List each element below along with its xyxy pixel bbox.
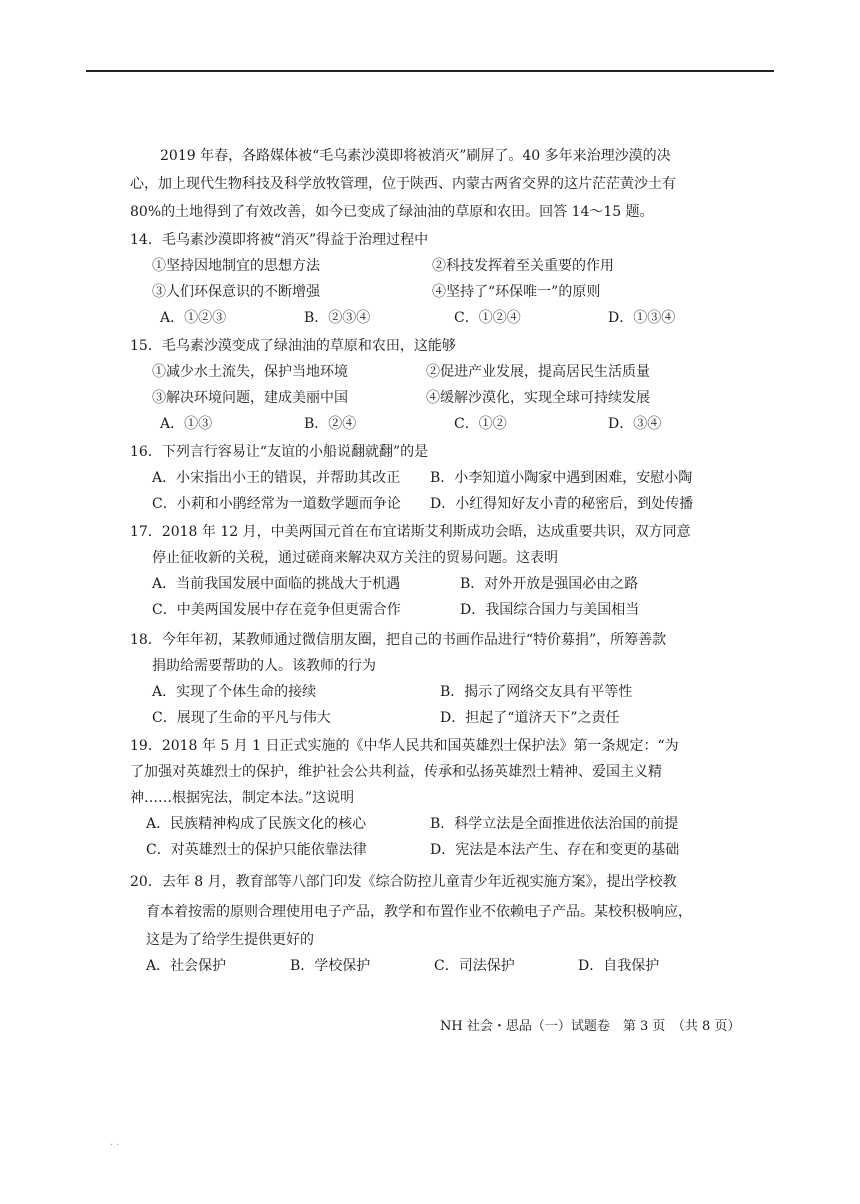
q17-option-a[interactable]: A．当前我国发展中面临的挑战大于机遇 (152, 576, 401, 592)
q17-stem-line-1: 17．2018 年 12 月，中美两国元首在布宜诺斯艾利斯成功会晤，达成重要共识，双方同意 (130, 524, 691, 540)
q18-option-a[interactable]: A．实现了个体生命的接续 (152, 684, 317, 700)
q14-item-1: ①坚持因地制宜的思想方法 (152, 258, 320, 274)
q15-option-b[interactable]: B．②④ (304, 416, 357, 432)
q15-option-d[interactable]: D．③④ (608, 416, 662, 432)
q20-stem-line-2: 育本着按需的原则合理使用电子产品，教学和布置作业不依赖电子产品。某校积极响应， (146, 904, 692, 920)
intro-line-1: 2019 年春，各路媒体被“毛乌素沙漠即将被消灭”刷屏了。40 多年来治理沙漠的决 (160, 148, 671, 164)
q14-option-a[interactable]: A．①②③ (160, 310, 227, 326)
q20-option-c[interactable]: C．司法保护 (434, 958, 515, 974)
q14-item-2: ②科技发挥着至关重要的作用 (432, 258, 614, 274)
q18-stem-line-2: 捐助给需要帮助的人。该教师的行为 (152, 658, 376, 674)
q19-option-b[interactable]: B．科学立法是全面推进依法治国的前提 (430, 816, 679, 832)
q19-option-a[interactable]: A．民族精神构成了民族文化的核心 (146, 816, 367, 832)
q15-item-1: ①减少水土流失，保护当地环境 (152, 364, 348, 380)
q18-option-c[interactable]: C．展现了生命的平凡与伟大 (152, 710, 331, 726)
q20-option-a[interactable]: A．社会保护 (146, 958, 227, 974)
q20-stem-line-3: 这是为了给学生提供更好的 (146, 932, 314, 948)
q18-option-d[interactable]: D．担起了“道济天下”之责任 (440, 710, 620, 726)
intro-line-3: 80%的土地得到了有效改善，如今已变成了绿油油的草原和农田。回答 14～15 题。 (130, 204, 654, 220)
q16-option-a[interactable]: A．小宋指出小王的错误，并帮助其改正 (152, 470, 401, 486)
q15-option-c[interactable]: C．①② (454, 416, 507, 432)
q18-stem-line-1: 18．今年年初，某教师通过微信朋友圈，把自己的书画作品进行“特价募捐”，所筹善款 (130, 632, 667, 648)
q18-option-b[interactable]: B．揭示了网络交友具有平等性 (440, 684, 633, 700)
q20-option-d[interactable]: D．自我保护 (578, 958, 660, 974)
page-footer: NH 社会・思品（一）试题卷 第 3 页 （共 8 页） (440, 1019, 741, 1034)
intro-line-2: 心，加上现代生物科技及科学放牧管理，位于陕西、内蒙古两省交界的这片茫茫黄沙土有 (130, 176, 676, 192)
q20-option-b[interactable]: B．学校保护 (290, 958, 371, 974)
q16-stem: 16．下列言行容易让“友谊的小船说翻就翻”的是 (130, 444, 429, 460)
q14-option-b[interactable]: B．②③④ (304, 310, 371, 326)
q16-option-c[interactable]: C．小莉和小鹃经常为一道数学题而争论 (152, 496, 401, 512)
q17-option-c[interactable]: C．中美两国发展中存在竞争但更需合作 (152, 602, 401, 618)
q20-stem-line-1: 20．去年 8 月，教育部等八部门印发《综合防控儿童青少年近视实施方案》，提出学校教 (130, 874, 677, 890)
q19-stem-line-3: 神……根据宪法，制定本法。”这说明 (130, 790, 355, 806)
q16-option-d[interactable]: D．小红得知好友小青的秘密后，到处传播 (430, 496, 694, 512)
q14-option-c[interactable]: C．①②④ (454, 310, 521, 326)
q15-item-4: ④缓解沙漠化，实现全球可持续发展 (426, 390, 650, 406)
scan-speck: · · (110, 1140, 120, 1151)
q19-option-d[interactable]: D．宪法是本法产生、存在和变更的基础 (430, 842, 680, 858)
q14-item-3: ③人们环保意识的不断增强 (152, 284, 320, 300)
q15-option-a[interactable]: A．①③ (160, 416, 213, 432)
q19-stem-line-2: 了加强对英雄烈士的保护，维护社会公共利益，传承和弘扬英雄烈士精神、爱国主义精 (130, 764, 662, 780)
q17-option-d[interactable]: D．我国综合国力与美国相当 (460, 602, 640, 618)
q19-stem-line-1: 19．2018 年 5 月 1 日正式实施的《中华人民共和国英雄烈士保护法》第一条规定：“为 (130, 738, 679, 754)
q14-option-d[interactable]: D．①③④ (608, 310, 676, 326)
q16-option-b[interactable]: B．小李知道小陶家中遇到困难，安慰小陶 (430, 470, 693, 486)
q17-option-b[interactable]: B．对外开放是强国必由之路 (460, 576, 639, 592)
q15-stem: 15．毛乌素沙漠变成了绿油油的草原和农田，这能够 (130, 338, 456, 354)
q17-stem-line-2: 停止征收新的关税，通过磋商来解决双方关注的贸易问题。这表明 (152, 550, 558, 566)
q19-option-c[interactable]: C．对英雄烈士的保护只能依靠法律 (146, 842, 367, 858)
q15-item-2: ②促进产业发展，提高居民生活质量 (426, 364, 650, 380)
q15-item-3: ③解决环境问题，建成美丽中国 (152, 390, 348, 406)
q14-item-4: ④坚持了“环保唯一”的原则 (432, 284, 601, 300)
q14-stem: 14．毛乌素沙漠即将被“消灭”得益于治理过程中 (130, 232, 429, 248)
